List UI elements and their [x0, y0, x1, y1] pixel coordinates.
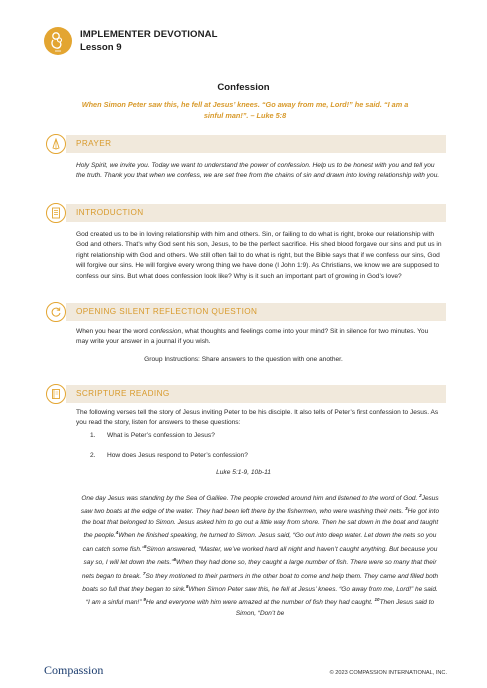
- scripture-passage: [80, 491, 440, 619]
- passage-text: He and everyone with him were amazed at the number of fish they had caught.: [145, 599, 375, 607]
- section-bar: [66, 135, 446, 153]
- verse-number: 3: [405, 506, 408, 512]
- list-item: [90, 432, 430, 442]
- compassion-footer-logo: [44, 663, 164, 677]
- group-instructions: Group Instructions: Share answers to the question with one another.: [144, 356, 343, 363]
- verse-number: 9: [143, 597, 146, 603]
- passage-text: So they motioned to their partners in the other boat to come and help them. They came and filled both boats so full that they began to sink.: [82, 572, 439, 594]
- section-header-scripture: [46, 384, 446, 404]
- reflection-text: [76, 327, 442, 348]
- passage-text: Then Jesus said to Simon, “Don’t be: [235, 599, 435, 617]
- compassion-logo-icon: [44, 27, 72, 55]
- verse-number: 6: [173, 557, 176, 563]
- book-icon: [46, 384, 66, 404]
- section-label: INTRODUCTION: [76, 208, 144, 217]
- passage-text: One day Jesus was standing by the Sea of Galilee. The people crowded around him and listened to the word of God.: [81, 495, 420, 503]
- passage-text: When he finished speaking, he turned to Simon. Jesus said, “Go out into deep water. Let down the nets so you can catch some fish.”: [82, 532, 437, 553]
- reflection-text-end: , what thoughts and feelings come into your mind? Sit in silence for two minutes. You may write your answer in a journal if you wish.: [76, 328, 429, 346]
- verse-number: 4: [115, 530, 119, 536]
- passage-text: He got into the boat that belonged to Simon. Jesus asked him to go out a little way from shore. Then he sat down in the boat and taught the people.: [81, 508, 440, 540]
- section-label: SCRIPTURE READING: [76, 389, 170, 398]
- prayer-text: Holy Spirit, we invite you. Today we want to understand the power of confession. Help us to be honest with you and tell you the truth. Thank you that when we confess, we are set free from the chains of sin and drawn into loving relationship with you.: [76, 162, 440, 180]
- copyright-notice: © 2023 COMPASSION INTERNATIONAL, INC.: [329, 670, 447, 676]
- section-header-reflection: [46, 302, 446, 322]
- passage-text: When Simon Peter saw this, he fell at Jesus’ knees. “Go away from me, Lord!” he said. “I am a sinful man!”: [85, 586, 438, 607]
- verse-number: 2: [419, 493, 422, 498]
- compassion-wordmark: Compassion: [44, 663, 104, 677]
- praying-hands-icon: [46, 134, 66, 154]
- question-number: 1.: [90, 432, 96, 439]
- passage-text: Simon answered, “Master, we’ve worked hard all night and haven’t caught anything. But because you say so, I will let down the nets.”: [83, 545, 438, 567]
- refresh-icon: [46, 302, 66, 322]
- verse-number: 7: [142, 570, 146, 576]
- question-text: How does Jesus respond to Peter’s confession?: [107, 452, 248, 459]
- section-header-introduction: [46, 203, 446, 223]
- scripture-reference: Luke 5:1-9, 10b-11: [216, 469, 271, 476]
- section-label: PRAYER: [76, 139, 112, 148]
- verse-number: 5: [144, 543, 147, 549]
- verse-number: 8: [185, 584, 189, 590]
- verse-number: 10: [374, 597, 380, 603]
- list-item: [90, 452, 430, 462]
- lesson-number: Lesson 9: [80, 42, 122, 53]
- introduction-text: God created us to be in loving relationship with him and others. Sin, or failing to do what is right, broke our relationship with God and others. That’s why God sent his son, Jesus, to be the perfect sacrifice. His shed blood forgave our sins and put us in right relationship with God and others. We still often fail to do what is right, but the Bible says that if we confess our sins, God will forgive our sins. He will forgive every wrong thing we have done (I John 1:9). As Christians, we know we are supposed to confess our sins. But what does confession look like? Why is it such an important part of growing in God’s love?: [76, 231, 442, 280]
- passage-text: When they had done so, they caught a large number of fish. There were so many that their nets began to break.: [81, 559, 437, 580]
- page-title: Confession: [217, 82, 270, 93]
- question-number: 2.: [90, 452, 96, 459]
- section-header-prayer: [46, 134, 446, 154]
- document-icon: [46, 203, 66, 223]
- document-title: IMPLEMENTER DEVOTIONAL: [80, 29, 218, 40]
- scripture-intro: The following verses tell the story of Jesus inviting Peter to be his disciple. It also tells of Peter’s first confession to Jesus. As you read the story, listen for answers to these questions:: [76, 409, 439, 427]
- reflection-keyword: confession: [149, 328, 182, 335]
- key-verse: When Simon Peter saw this, he fell at Jesus’ knees. “Go away from me, Lord!” he said. “I am a sinful man!”. – Luke 5:8: [81, 100, 409, 120]
- document-header: [44, 27, 444, 61]
- section-label: OPENING SILENT REFLECTION QUESTION: [76, 307, 258, 316]
- reflection-text-start: When you hear the word: [76, 328, 150, 335]
- passage-text: Jesus saw two boats at the edge of the water. They had been left there by the fishermen, who were washing their nets.: [80, 495, 439, 516]
- question-text: What is Peter’s confession to Jesus?: [107, 432, 215, 439]
- question-list: [90, 432, 430, 472]
